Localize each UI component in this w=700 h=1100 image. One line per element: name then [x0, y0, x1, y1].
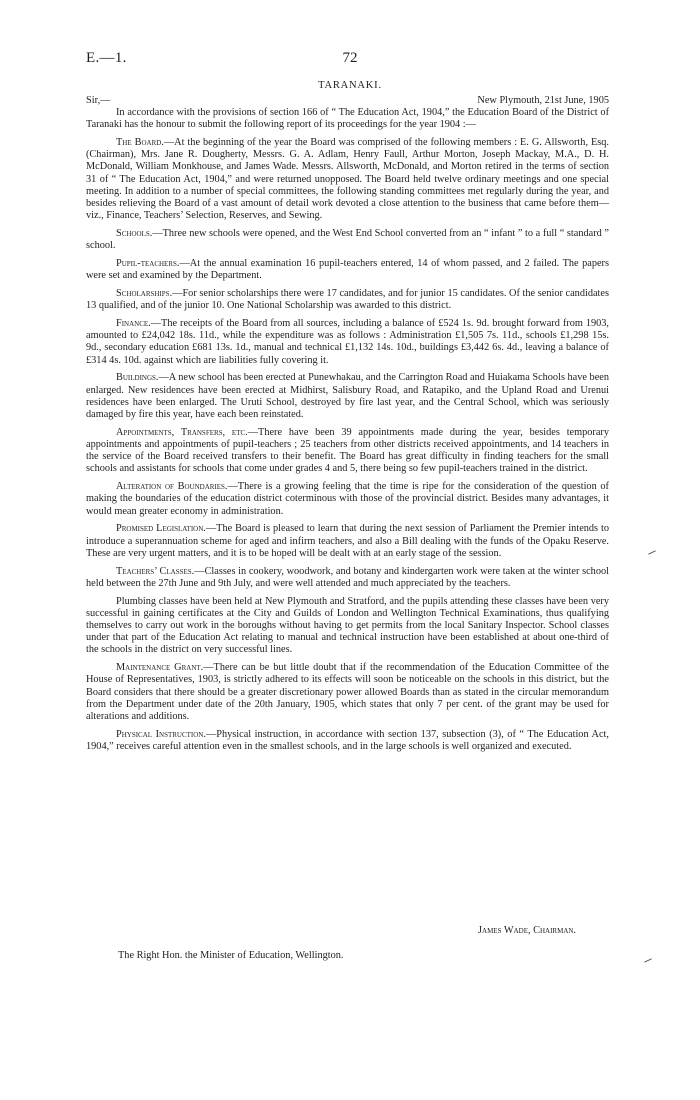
- paragraph-text: Plumbing classes have been held at New Plymouth and Stratford, and the pupils attending these classes have been very successful in gaining certificates at the City and Guilds of London and Wellington Technical Examinations, thus qualifying themselves to carry out work in the boroughs without having to get permits from the local Sanitary Inspector. School classes under that part of the Education Act relating to manual and technical instruction have been established at about one-third of the schools in the district on very successful lines.: [86, 595, 609, 656]
- report-title: TARANAKI.: [318, 80, 382, 91]
- paragraph-scholarships: [86, 288, 609, 312]
- paragraph-heading: Promised Legislation.: [116, 523, 206, 535]
- paragraph-heading: Schools.: [116, 228, 153, 240]
- paragraph-text: —The receipts of the Board from all sources, including a balance of £524 1s. 9d. brought forward from 1903, amounted to £24,042 18s. 11d., while the expenditure was as follows : Administration £1,505 7s. 11d., schools £1,298 15s. 9d., secondary education £681 13s. 1d., manual and technical £1,132 14s. 10d., buildings £3,442 6s. 4d., leaving a balance of £314 4s. 10d. against which are liabilities fully covering it.: [86, 318, 609, 366]
- paragraph-text: —There is a growing feeling that the time is ripe for the consideration of the question of making the boundaries of the education district coterminous with those of the provincial district. Besides many advantages, it would mean greater economy in administration.: [86, 481, 609, 517]
- paragraph-text: —Classes in cookery, woodwork, and botany and kindergarten work were taken at the winter school held between the 27th June and 9th July, and were well attended and much appreciated by the teachers.: [86, 565, 609, 589]
- paragraph-plumbing: [86, 596, 609, 657]
- paragraph-board: [86, 137, 609, 222]
- page-reference: E.—1.: [86, 50, 127, 66]
- paragraph-appointments: [86, 427, 609, 476]
- paragraph-heading: Finance.: [116, 318, 151, 330]
- paragraph-heading: Alteration of Boundaries.: [116, 481, 228, 493]
- signature: James Wade, Chairman.: [478, 925, 576, 936]
- paragraph-schools: [86, 228, 609, 252]
- paragraph-text: —There can be but little doubt that if the recommendation of the Education Committee of the House of Representatives, 1903, is strictly adhered to its effects will soon be noticeable on the schools in this district, but the Board considers that there should be a greater discretionary power allowed Boards than as stated in the circular memorandum from the Department under date of the 20th January, 1905, which states that only 7 per cent. of the grant may be used for alterations and additions.: [86, 662, 609, 723]
- place-date: New Plymouth, 21st June, 1905: [477, 95, 609, 106]
- paragraph-heading: Buildings.: [116, 372, 159, 384]
- paragraph-heading: Pupil-teachers.: [116, 258, 180, 270]
- paragraph-legislation: [86, 523, 609, 560]
- paragraph-maintenance-grant: [86, 662, 609, 723]
- salutation: Sir,—: [86, 95, 111, 106]
- paragraph-physical-instruction: [86, 729, 609, 753]
- paragraph-buildings: [86, 372, 609, 421]
- margin-mark: [644, 958, 652, 962]
- paragraph-text: —At the annual examination 16 pupil-teachers entered, 14 of whom passed, and 2 failed. The papers were set and examined by the Department.: [86, 258, 609, 282]
- paragraph-text: —Three new schools were opened, and the West End School converted from an “ infant ” to a full “ standard ” school.: [86, 228, 609, 252]
- paragraph-heading: Teachers’ Classes.: [116, 565, 195, 577]
- paragraph-text: —Physical instruction, in accordance with section 137, subsection (3), of “ The Education Act, 1904,” receives careful attention even in the smallest schools, and in the large schools is well organized and executed.: [86, 728, 609, 753]
- paragraph-heading: Maintenance Grant.: [116, 662, 204, 674]
- paragraph-finance: [86, 318, 609, 367]
- page-number: 72: [342, 50, 358, 66]
- margin-mark: [648, 550, 656, 554]
- paragraph-boundaries: [86, 481, 609, 518]
- paragraph-text: —At the beginning of the year the Board was comprised of the following members : E. G. Allsworth, Esq. (Chairman), Mrs. Jane R. Dougherty, Messrs. G. A. Adlam, Henry Faull, Arthur Morton, Joseph Mackay, M.A., D. H. McDonald, William Monkhouse, and James Wade. Messrs. Allsworth, McDonald, and Morton retired in the terms of section 31 of “ The Education Act, 1904,” and were returned unopposed. The Board held twelve ordinary meetings and one special meeting. In addition to a number of special committees, the following standing committees met regularly during the year, and besides relieving the Board of a vast amount of detail work devoted a close attention to the business that came before them—viz., Finance, Teachers’ Selection, Reserves, and Sewing.: [86, 137, 609, 222]
- paragraph-text: —For senior scholarships there were 17 candidates, and for junior 15 candidates. Of the senior candidates 13 qualified, and of the junior 10. One National Scholarship was awarded to this district.: [86, 288, 609, 312]
- paragraph-text: —A new school has been erected at Punewhakau, and the Carrington Road and Huiakama Schools have been enlarged. New residences have been erected at Midhirst, Salisbury Road, and Ratapiko, and the Upland Road and Urenui residences have been enlarged. The Uruti School, destroyed by fire last year, and the Central School, which was seriously damaged by fire this year, have each been reinstated.: [86, 372, 609, 421]
- paragraph-teachers-classes: [86, 566, 609, 590]
- paragraph-heading: Scholarships.: [116, 288, 173, 300]
- paragraph-heading: Physical Instruction.: [116, 728, 206, 740]
- paragraph-heading: The Board.: [116, 137, 164, 148]
- report-body: [86, 107, 609, 759]
- paragraph-text: —The Board is pleased to learn that during the next session of Parliament the Premier intends to introduce a superannuation scheme for aged and infirm teachers, and also a Bill dealing with the funds of the Opaku Reserve. These are very urgent matters, and it is to be hoped will be dealt with at an early stage of the session.: [86, 523, 610, 559]
- paragraph-text: —There have been 39 appointments made during the year, besides temporary appointments and appointments of pupil-teachers ; 25 teachers from other districts received appointments, and 14 teachers in the service of the Board received transfers to their benefit. The Board has great difficulty in finding teachers for the small schools and assistants for schools that come under grades 4 and 5, there being so few pupil-teachers trained in the district.: [86, 426, 610, 475]
- addressee: The Right Hon. the Minister of Education, Wellington.: [118, 950, 344, 961]
- paragraph-heading: Appointments, Transfers, etc.: [116, 426, 248, 438]
- paragraph-pupil-teachers: [86, 258, 609, 282]
- intro-paragraph: In accordance with the provisions of section 166 of “ The Education Act, 1904,” the Education Board of the District of Taranaki has the honour to submit the following report of its proceedings for the year 1904 :—: [86, 107, 609, 131]
